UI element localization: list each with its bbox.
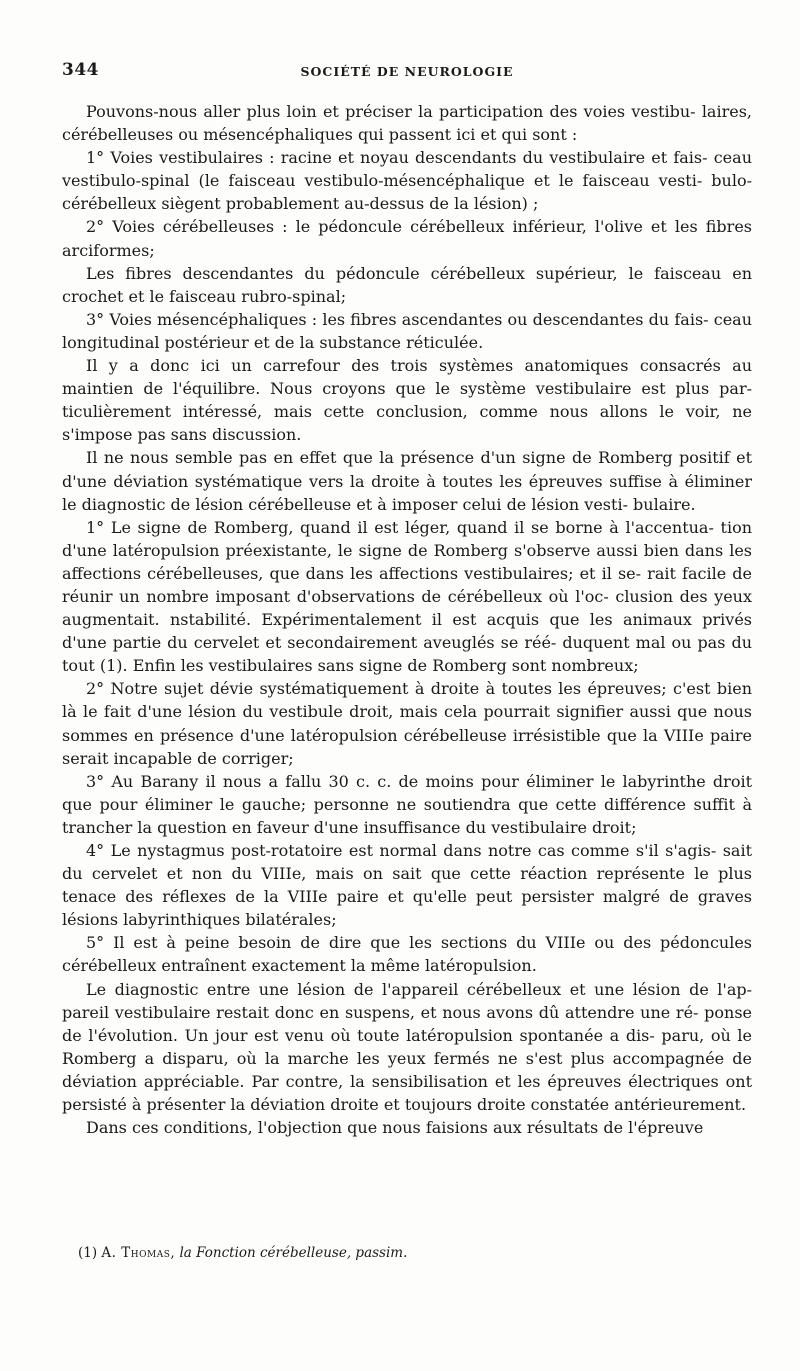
paragraph-point-2: 2° Notre sujet dévie systématiquement à droite à toutes les épreuves; c'est bien là le fait d'une lésion du vestibule droit, mais cela pourrait signifier aussi que nous sommes en présence d'une latéropulsion cérébelleuse irrésistible que la VIIIe paire serait incapable de corriger; — [62, 679, 752, 768]
paragraph-romberg-question: Il ne nous semble pas en effet que la présence d'un signe de Romberg positif et d'une déviation systématique vers la droite à toutes les épreuves suffise à éliminer le diagnostic de lésion cérébelleuse et à imposer celui de lésion vesti- bulaire. — [62, 448, 752, 514]
footnote-author: A. Thomas, — [101, 1245, 176, 1261]
paragraph-diagnosis: Le diagnostic entre une lésion de l'appareil cérébelleux et une lésion de l'ap- pareil vestibulaire restait donc en suspens, et nous avons dû attendre une ré- ponse de l'évolution. Un jour est venu où toute latéropulsion spontanée a dis- paru, où le Romberg a disparu, où la marche les yeux fermés ne s'est plus accompagnée de déviation appréciable. Par contre, la sensibilisation et les épreuves électriques ont persisté à présenter la déviation droite et toujours droite constatée antérieurement. — [62, 979, 752, 1115]
paragraph-point-3: 3° Au Barany il nous a fallu 30 c. c. de moins pour éliminer le labyrinthe droit que pour éliminer le gauche; personne ne soutiendra que cette différence suffit à trancher la question en faveur d'une insuffisance du vestibulaire droit; — [62, 771, 752, 837]
paragraph-vestibular-pathways: 1° Voies vestibulaires : racine et noyau descendants du vestibulaire et fais- ceau vestibulo-spinal (le faisceau vestibulo-mésencéphalique et le faisceau vesti- bulo-cérébelleux siègent probablement au-dessus de la lésion) ; — [62, 148, 752, 214]
paragraph-point-4: 4° Le nystagmus post-rotatoire est normal dans notre cas comme s'il s'agis- sait du cervelet et non du VIIIe, mais on sait que cette réaction représente le plus tenace des réflexes de la VIIIe paire et qu'elle peut persister malgré de graves lésions labyrinthiques bilatérales; — [62, 841, 752, 930]
body-text — [62, 100, 752, 1139]
paragraph-mesencephalic-pathways: 3° Voies mésencéphaliques : les fibres ascendantes ou descendantes du fais- ceau longitudinal postérieur et de la substance réticulée. — [62, 309, 752, 352]
paragraph-cerebellar-pathways: 2° Voies cérébelleuses : le pédoncule cérébelleux inférieur, l'olive et les fibres arciformes; — [62, 217, 752, 260]
paragraph-intro: Pouvons-nous aller plus loin et préciser la participation des voies vestibu- laires, cérébelleuses ou mésencéphaliques qui passent ici et qui sont : — [62, 102, 752, 145]
paragraph-point-5: 5° Il est à peine besoin de dire que les sections du VIIIe ou des pédoncules cérébelleux entraînent exactement la même latéropulsion. — [62, 933, 752, 976]
footnote-marker: (1) — [78, 1245, 98, 1261]
paragraph-conditions: Dans ces conditions, l'objection que nous faisions aux résultats de l'épreuve — [86, 1118, 704, 1138]
running-title: SOCIÉTÉ DE NEUROLOGIE — [300, 64, 514, 79]
footnote-work: la Fonction cérébelleuse, passim. — [179, 1245, 408, 1261]
footnote — [78, 1244, 752, 1262]
paragraph-point-1: 1° Le signe de Romberg, quand il est léger, quand il se borne à l'accentua- tion d'une latéropulsion préexistante, le signe de Romberg s'observe aussi bien dans les affections cérébelleuses, que dans les affections vestibulaires; et il se- rait facile de réunir un nombre imposant d'observations de cérébelleux où l'oc- clusion des yeux augmentait. nstabilité. Expérimentalement il est acquis que les animaux privés d'une partie du cervelet et secondairement aveuglés se réé- duquent mal ou pas du tout (1). Enfin les vestibulaires sans signe de Romberg sont nombreux; — [62, 517, 752, 676]
paragraph-crossroads: Il y a donc ici un carrefour des trois systèmes anatomiques consacrés au maintien de l'équilibre. Nous croyons que le système vestibulaire est plus par- ticulièrement intéressé, mais cette conclusion, comme nous allons le voir, ne s'impose pas sans discussion. — [62, 356, 752, 445]
paragraph-descending-fibres: Les fibres descendantes du pédoncule cérébelleux supérieur, le faisceau en crochet et le faisceau rubro-spinal; — [62, 263, 752, 306]
page-header — [62, 60, 752, 84]
page-number: 344 — [62, 60, 99, 80]
